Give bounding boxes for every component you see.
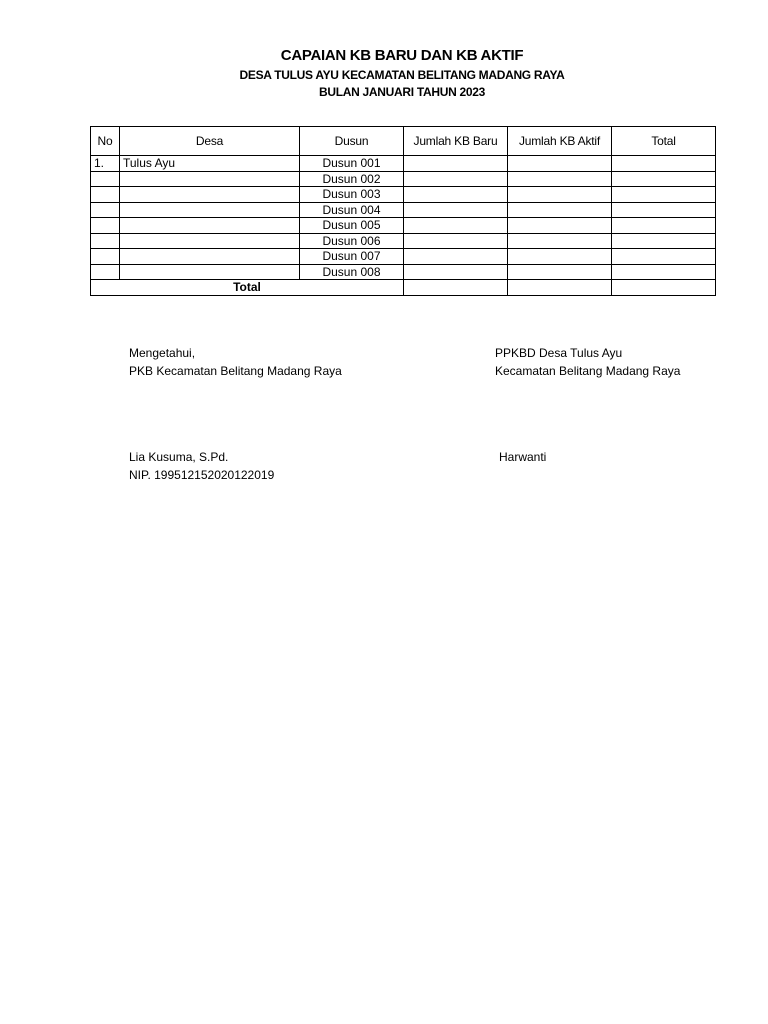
- cell-total: [612, 156, 716, 172]
- cell-no: [91, 233, 120, 249]
- table-row: [91, 264, 716, 280]
- cell-desa: [120, 171, 300, 187]
- cell-kb-aktif: [508, 233, 612, 249]
- cell-total: [612, 187, 716, 203]
- cell-no: [91, 187, 120, 203]
- cell-dusun: Dusun 008: [300, 264, 404, 280]
- cell-kb-baru: [404, 218, 508, 234]
- signature-left-block: [129, 448, 274, 484]
- document-period: BULAN JANUARI TAHUN 2023: [319, 85, 485, 99]
- cell-dusun: Dusun 004: [300, 202, 404, 218]
- total-kb-baru: [404, 280, 508, 296]
- document-subtitle: DESA TULUS AYU KECAMATAN BELITANG MADANG RAYA: [239, 68, 565, 82]
- document-header: [0, 46, 768, 100]
- cell-kb-aktif: [508, 171, 612, 187]
- cell-kb-aktif: [508, 187, 612, 203]
- cell-dusun: Dusun 005: [300, 218, 404, 234]
- column-header-total: Total: [612, 127, 716, 156]
- cell-total: [612, 202, 716, 218]
- document-title: CAPAIAN KB BARU DAN KB AKTIF: [280, 47, 524, 64]
- table-row: [91, 233, 716, 249]
- column-header-dusun: Dusun: [300, 127, 404, 156]
- total-label: Total: [91, 280, 404, 296]
- signature-right-position: PPKBD Desa Tulus Ayu: [495, 346, 623, 360]
- signature-left-position: PKB Kecamatan Belitang Madang Raya: [129, 364, 342, 378]
- cell-no: [91, 218, 120, 234]
- cell-kb-aktif: [508, 218, 612, 234]
- signature-right-block: [499, 448, 546, 466]
- table-total-row: [91, 280, 716, 296]
- cell-kb-baru: [404, 202, 508, 218]
- table-header-row: [91, 127, 716, 156]
- cell-kb-baru: [404, 264, 508, 280]
- cell-no: 1.: [91, 156, 120, 172]
- cell-desa: [120, 233, 300, 249]
- signature-left-heading: [129, 344, 342, 380]
- cell-total: [612, 233, 716, 249]
- table-row: [91, 202, 716, 218]
- cell-kb-baru: [404, 233, 508, 249]
- signature-right-heading: [495, 344, 680, 380]
- cell-no: [91, 249, 120, 265]
- cell-total: [612, 171, 716, 187]
- table-row: [91, 218, 716, 234]
- table-row: [91, 187, 716, 203]
- cell-no: [91, 202, 120, 218]
- cell-kb-baru: [404, 171, 508, 187]
- cell-desa: [120, 218, 300, 234]
- cell-kb-aktif: [508, 249, 612, 265]
- cell-kb-aktif: [508, 156, 612, 172]
- signature-left-nip: NIP. 199512152020122019: [129, 468, 275, 482]
- table-row: [91, 171, 716, 187]
- column-header-kb-baru: Jumlah KB Baru: [404, 127, 508, 156]
- cell-no: [91, 264, 120, 280]
- cell-kb-aktif: [508, 202, 612, 218]
- cell-no: [91, 171, 120, 187]
- cell-kb-baru: [404, 156, 508, 172]
- cell-dusun: Dusun 007: [300, 249, 404, 265]
- cell-kb-baru: [404, 249, 508, 265]
- signature-left-acknowledgement: Mengetahui,: [129, 346, 196, 360]
- signature-right-district: Kecamatan Belitang Madang Raya: [495, 364, 681, 378]
- cell-dusun: Dusun 006: [300, 233, 404, 249]
- cell-kb-baru: [404, 187, 508, 203]
- signature-left-name: Lia Kusuma, S.Pd.: [129, 450, 229, 464]
- cell-desa: [120, 187, 300, 203]
- signature-right-name: Harwanti: [499, 450, 547, 464]
- cell-dusun: Dusun 003: [300, 187, 404, 203]
- kb-report-table: [90, 126, 716, 296]
- cell-desa: [120, 202, 300, 218]
- column-header-kb-aktif: Jumlah KB Aktif: [508, 127, 612, 156]
- cell-dusun: Dusun 001: [300, 156, 404, 172]
- column-header-desa: Desa: [120, 127, 300, 156]
- column-header-no: No: [91, 127, 120, 156]
- cell-total: [612, 264, 716, 280]
- cell-desa: Tulus Ayu: [120, 156, 300, 172]
- total-total: [612, 280, 716, 296]
- cell-kb-aktif: [508, 264, 612, 280]
- cell-dusun: Dusun 002: [300, 171, 404, 187]
- cell-desa: [120, 249, 300, 265]
- total-kb-aktif: [508, 280, 612, 296]
- table-row: [91, 156, 716, 172]
- cell-total: [612, 218, 716, 234]
- cell-total: [612, 249, 716, 265]
- cell-desa: [120, 264, 300, 280]
- table-row: [91, 249, 716, 265]
